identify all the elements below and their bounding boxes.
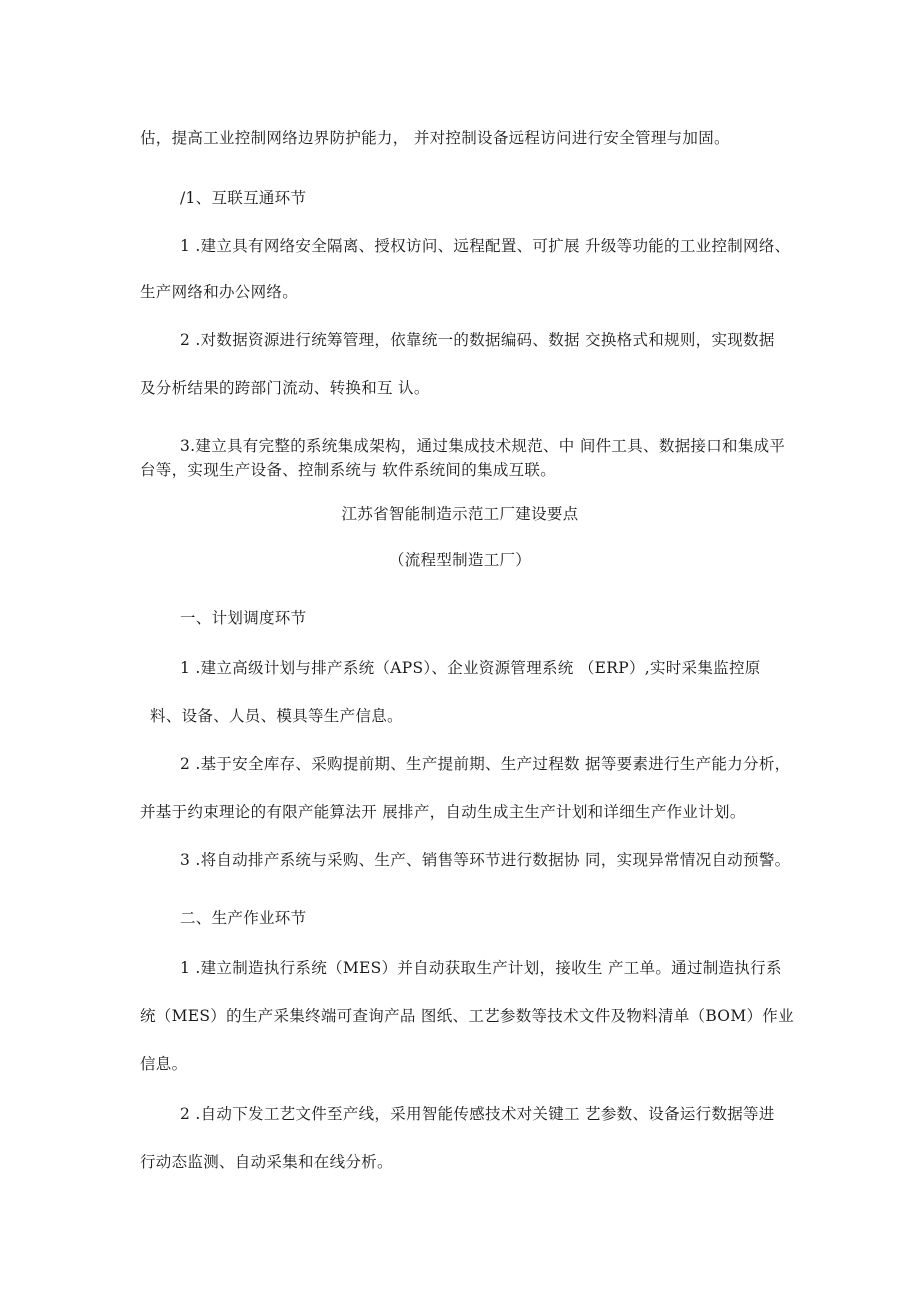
paragraph-line: 2 .自动下发工艺文件至产线，采用智能传感技术对关键工 艺参数、设备运行数据等进 bbox=[180, 1105, 775, 1123]
section-heading-production: 二、生产作业环节 bbox=[180, 909, 307, 927]
paragraph-line: 并基于约束理论的有限产能算法开 展排产，自动生成主生产计划和详细生产作业计划。 bbox=[140, 803, 746, 821]
paragraph-line: 2 .对数据资源进行统筹管理，依靠统一的数据编码、数据 交换格式和规则，实现数据 bbox=[180, 331, 775, 349]
paragraph-line: 生产网络和办公网络。 bbox=[140, 283, 299, 301]
paragraph-line: 3 .将自动排产系统与采购、生产、销售等环节进行数据协 同，实现异常情况自动预警。 bbox=[180, 851, 791, 869]
document-subtitle: （流程型制造工厂） bbox=[388, 551, 532, 569]
paragraph-line: 3.建立具有完整的系统集成架构，通过集成技术规范、中 间件工具、数据接口和集成平 bbox=[180, 437, 786, 455]
paragraph-line-continuation: 估，提高工业控制网络边界防护能力， 并对控制设备远程访问进行安全管理与加固。 bbox=[140, 129, 730, 147]
paragraph-line: 2 .基于安全库存、采购提前期、生产提前期、生产过程数 据等要素进行生产能力分析， bbox=[180, 755, 791, 773]
paragraph-line: 料、设备、人员、模具等生产信息。 bbox=[150, 707, 403, 725]
paragraph-line: 1 .建立具有网络安全隔离、授权访问、远程配置、可扩展 升级等功能的工业控制网络、 bbox=[180, 237, 791, 255]
paragraph-line: 1 .建立制造执行系统（MES）并自动获取生产计划，接收生 产工单。通过制造执行系 bbox=[180, 959, 782, 977]
section-heading-planning: 一、计划调度环节 bbox=[180, 609, 307, 627]
paragraph-line: 行动态监测、自动采集和在线分析。 bbox=[140, 1153, 393, 1171]
paragraph-line: 1 .建立高级计划与排产系统（APS）、企业资源管理系统 （ERP）,实时采集监控原 bbox=[180, 659, 761, 677]
document-title: 江苏省智能制造示范工厂建设要点 bbox=[341, 505, 579, 523]
paragraph-line: 统（MES）的生产采集终端可查询产品 图纸、工艺参数等技术文件及物料清单（BOM）作业 bbox=[140, 1007, 794, 1025]
paragraph-line: 信息。 bbox=[140, 1055, 188, 1073]
section-heading-interconnection: /1、互联互通环节 bbox=[180, 189, 307, 207]
paragraph-line: 台等，实现生产设备、控制系统与 软件系统间的集成互联。 bbox=[140, 461, 557, 479]
paragraph-line: 及分析结果的跨部门流动、转换和互 认。 bbox=[140, 379, 430, 397]
